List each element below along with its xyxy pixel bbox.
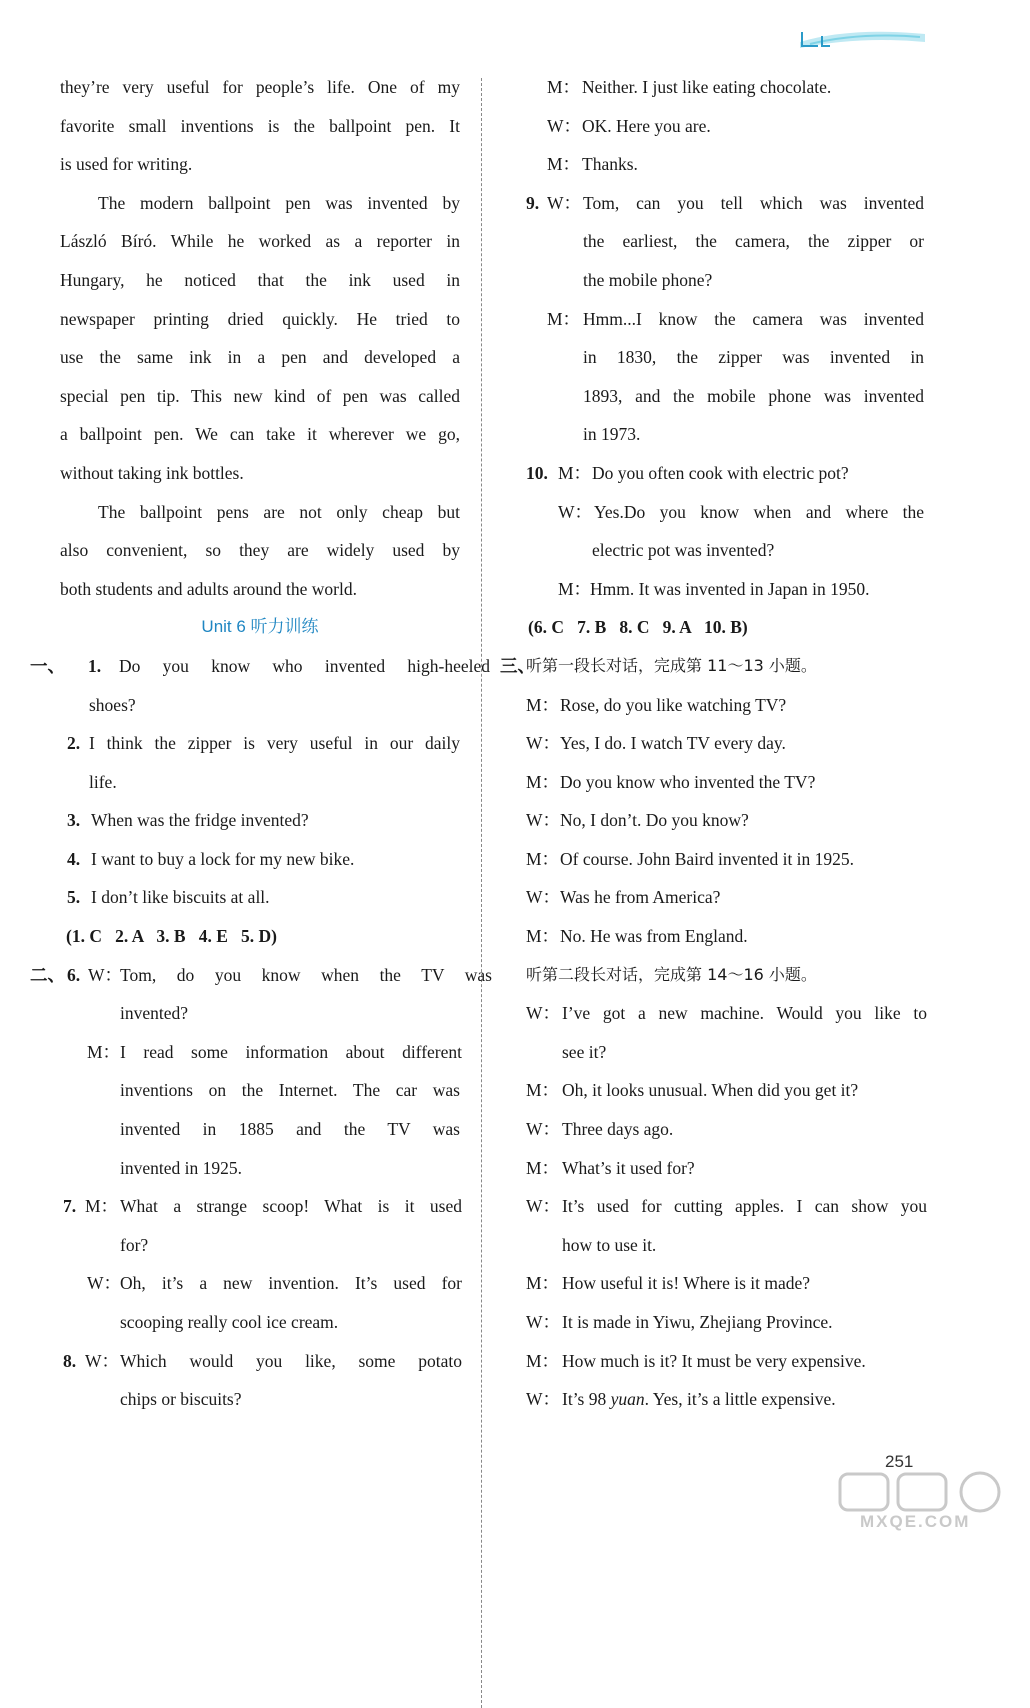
item-text: I read some information about different: [120, 1041, 462, 1062]
text-line: for?: [120, 1234, 149, 1255]
watermark-text: MXQE.COM: [860, 1512, 971, 1531]
text-line: special pen tip. This new kind of pen was called: [60, 385, 460, 406]
dialog-text: [562, 1380, 836, 1419]
watermark-logo: [830, 1470, 1025, 1532]
dialog-text: Hmm. It was invented in Japan in 1950.: [590, 578, 870, 599]
text-line: life.: [89, 771, 117, 792]
speaker-label: M：: [87, 1041, 121, 1062]
dialog-text: Neither. I just like eating chocolate.: [582, 77, 832, 97]
section-title: Unit 6 听力训练: [201, 617, 319, 637]
item-text: Hmm...I know the camera was invented: [583, 308, 924, 329]
speaker-line: [526, 1264, 931, 1303]
dialog-text: Do you know who invented the TV?: [560, 771, 816, 792]
speaker-label: W：: [526, 733, 561, 754]
part1-item-1: [30, 647, 490, 686]
text-line: without taking ink bottles.: [60, 462, 244, 483]
item-text: I want to buy a lock for my new bike.: [91, 848, 355, 869]
item-text: Oh, it’s a new invention. It’s used for: [120, 1273, 462, 1294]
speaker-line: [526, 763, 931, 802]
speaker-label: M：: [526, 848, 560, 869]
part-marker: 二、: [30, 964, 65, 985]
item-number: 3.: [67, 810, 81, 831]
speaker-label: W：: [547, 115, 582, 136]
speaker-line: [526, 878, 931, 917]
speaker-label: W：: [526, 1119, 561, 1140]
dialog-text: What’s it used for?: [562, 1157, 695, 1178]
dialog-text: How useful it is! Where is it made?: [562, 1273, 811, 1294]
part2-item-6: [30, 956, 492, 995]
speaker-label: M：: [526, 926, 560, 947]
item-text: When was the fridge invented?: [91, 810, 309, 831]
dialog-text: Yes, I do. I watch TV every day.: [560, 733, 786, 754]
speaker-line: [526, 1071, 931, 1110]
speaker-label: M：: [526, 771, 560, 792]
item-text: I don’t like biscuits at all.: [91, 887, 270, 908]
speaker-label: M：: [526, 1273, 560, 1294]
text-line: see it?: [562, 1041, 607, 1062]
text-line: invented in 1885 and the TV was: [120, 1119, 460, 1140]
speaker-line: [526, 1342, 931, 1381]
text-line: inventions on the Internet. The car was: [120, 1080, 460, 1101]
part2-item-7: [60, 1187, 460, 1226]
speaker-label: W：: [526, 1003, 561, 1024]
speaker-line: [526, 840, 931, 879]
speaker-label: M：: [558, 578, 592, 599]
text-line: newspaper printing dried quickly. He tried to: [60, 308, 460, 329]
text-line: 1893, and the mobile phone was invented: [583, 385, 924, 406]
text-line: also convenient, so they are widely used by: [60, 540, 460, 561]
text-line: chips or biscuits?: [120, 1389, 242, 1410]
text-line: both students and adults around the world.: [60, 578, 357, 599]
item-number: 2.: [67, 733, 81, 754]
text-line: The modern ballpoint pen was invented by: [98, 192, 460, 213]
item-text: Do you know who invented high-heeled: [119, 655, 490, 676]
part1-item-2: [60, 724, 460, 763]
dialog-text: It’s used for cutting apples. I can show you: [562, 1196, 927, 1217]
part2-item-9: [526, 184, 931, 223]
speaker-line: [526, 300, 931, 339]
speaker-line: [526, 801, 931, 840]
speaker-label: W：: [526, 810, 561, 831]
speaker-line: [526, 1187, 931, 1226]
item-text: I think the zipper is very useful in our daily: [89, 733, 460, 754]
text-line: invented?: [120, 1003, 189, 1024]
text-line: Hungary, he noticed that the ink used in: [60, 269, 460, 290]
part-marker: 三、: [500, 655, 535, 676]
speaker-label: M：: [526, 1350, 560, 1371]
text-line: The ballpoint pens are not only cheap but: [98, 501, 460, 522]
speaker-line: [526, 570, 931, 609]
page-number: 251: [885, 1452, 914, 1471]
speaker-label: W：: [526, 1312, 561, 1332]
part2-item-8: [60, 1342, 460, 1381]
text-line: invented in 1925.: [120, 1157, 242, 1178]
item-text: Tom, can you tell which was invented: [583, 192, 924, 213]
left-column: [30, 68, 492, 1419]
part1-item-3: [60, 801, 460, 840]
speaker-line: [526, 917, 931, 956]
dialog-text: Of course. John Baird invented it in 1925.: [560, 848, 855, 869]
speaker-label: M：: [526, 694, 560, 715]
speaker-label: W：: [526, 1196, 561, 1217]
dialog-text: OK. Here you are.: [582, 115, 711, 136]
text-line: the mobile phone?: [583, 269, 713, 290]
text-line: they’re very useful for people’s life. One of my: [60, 77, 460, 97]
speaker-label: W：: [87, 1273, 122, 1294]
item-number: 4.: [67, 848, 81, 869]
dialog-text: No, I don’t. Do you know?: [560, 810, 749, 831]
item-number: 1.: [88, 655, 102, 676]
dialog-text: Rose, do you like watching TV?: [560, 694, 787, 715]
item-number: 9.: [526, 192, 540, 213]
text-line: electric pot was invented?: [592, 540, 775, 561]
right-column: [500, 68, 931, 1419]
dialog-text: Do you often cook with electric pot?: [592, 462, 849, 483]
header-swoosh-decoration: [800, 22, 925, 52]
speaker-label: W：: [88, 964, 123, 985]
part1-item-4: [60, 840, 460, 879]
item-text: Tom, do you know when the TV was: [120, 964, 492, 985]
speaker-label: W：: [547, 192, 582, 213]
speaker-line: [526, 686, 931, 725]
text-line: László Bíró. While he worked as a reporter in: [60, 231, 460, 252]
speaker-line: [526, 1380, 931, 1419]
speaker-line: [526, 1110, 931, 1149]
dialog-text: Thanks.: [582, 154, 638, 175]
speaker-label: M：: [526, 1080, 560, 1101]
dialog-text: Oh, it looks unusual. When did you get it?: [562, 1080, 859, 1101]
dialog-text-part: . Yes, it’s a little expensive.: [644, 1389, 836, 1410]
dialog-text: I’ve got a new machine. Would you like to: [562, 1003, 927, 1024]
dialog-text-part: It’s 98: [562, 1389, 611, 1410]
dialog-text: No. He was from England.: [560, 926, 748, 947]
item-number: 7.: [63, 1196, 77, 1217]
speaker-line: [60, 1033, 460, 1072]
speaker-label: W：: [558, 501, 593, 522]
speaker-label: M：: [547, 77, 581, 97]
item-number: 5.: [67, 887, 81, 908]
speaker-line: [526, 724, 931, 763]
speaker-label: M：: [526, 1157, 560, 1178]
italic-word: yuan: [610, 1389, 645, 1410]
text-line: favorite small inventions is the ballpoint pen. It: [60, 115, 460, 136]
answer-key: (6. C 7. B 8. C 9. A 10. B): [528, 617, 748, 638]
dialog-text: It is made in Yiwu, Zhejiang Province.: [562, 1312, 833, 1332]
part2-item-10: [526, 454, 931, 493]
part1-item-5: [60, 878, 460, 917]
text-line: in 1973.: [583, 424, 641, 445]
dialog-heading: 听第二段长对话，完成第 14～16 小题。: [526, 964, 817, 984]
speaker-label: W：: [526, 887, 561, 908]
speaker-label: M：: [558, 462, 592, 483]
speaker-label: M：: [547, 154, 581, 175]
speaker-line: [526, 145, 931, 184]
text-line: is used for writing.: [60, 154, 193, 175]
dialog-heading: 听第一段长对话，完成第 11～13 小题。: [526, 655, 817, 675]
item-number: 8.: [63, 1350, 77, 1371]
dialog-text: Was he from America?: [560, 887, 721, 908]
item-number: 10.: [526, 462, 548, 483]
text-line: use the same ink in a pen and developed a: [60, 347, 460, 368]
item-number: 6.: [67, 964, 81, 985]
speaker-line: [526, 107, 931, 146]
part-marker: 一、: [30, 655, 65, 676]
speaker-line: [526, 994, 931, 1033]
speaker-label: M：: [85, 1196, 119, 1217]
text-line: a ballpoint pen. We can take it wherever we go,: [60, 424, 460, 445]
dialog-text: Three days ago.: [562, 1119, 674, 1140]
speaker-line: [60, 1264, 460, 1303]
text-line: scooping really cool ice cream.: [120, 1312, 339, 1332]
item-text: Which would you like, some potato: [120, 1350, 462, 1371]
speaker-line: [526, 493, 931, 532]
text-line: in 1830, the zipper was invented in: [583, 347, 924, 368]
dialog-text: How much is it? It must be very expensive.: [562, 1350, 866, 1371]
item-text: Yes.Do you know when and where the: [594, 501, 924, 522]
part3-heading: [500, 647, 931, 686]
speaker-label: W：: [526, 1389, 561, 1410]
answer-key: (1. C 2. A 3. B 4. E 5. D): [66, 926, 277, 947]
text-line: how to use it.: [562, 1234, 657, 1255]
text-line: shoes?: [89, 694, 136, 715]
column-divider: [481, 78, 482, 1708]
speaker-line: [526, 68, 931, 107]
speaker-line: [526, 1149, 931, 1188]
speaker-label: W：: [85, 1350, 120, 1371]
speaker-label: M：: [547, 308, 581, 329]
text-line: the earliest, the camera, the zipper or: [583, 231, 924, 252]
speaker-line: [526, 1303, 931, 1342]
item-text: What a strange scoop! What is it used: [120, 1196, 462, 1217]
